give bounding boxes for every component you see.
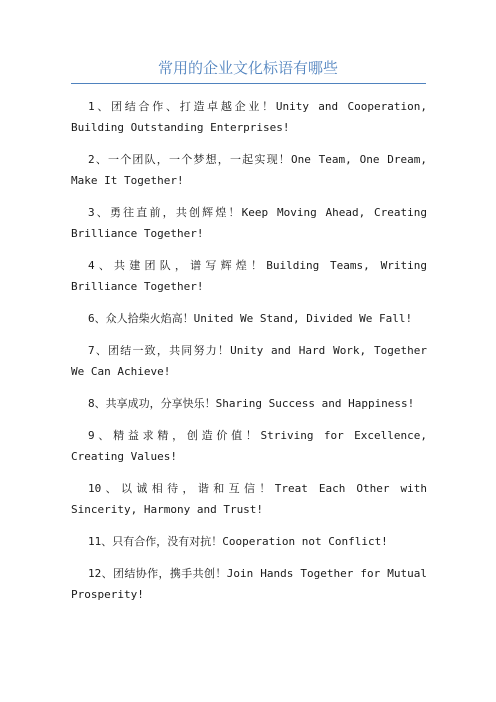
- slogan-item: 12、团结协作，携手共创！Join Hands Together for Mutual Prosperity!: [71, 567, 427, 601]
- slogan-list: [71, 96, 427, 616]
- slogan-item: 3、勇往直前，共创辉煌！Keep Moving Ahead, Creating Brilliance Together!: [71, 206, 427, 240]
- document-title: 常用的企业文化标语有哪些: [157, 59, 338, 77]
- slogan-item: 1、团结合作、打造卓越企业！Unity and Cooperation, Building Outstanding Enterprises!: [71, 100, 427, 134]
- title-divider: [71, 83, 426, 84]
- slogan-item: 6、众人拾柴火焰高！United We Stand, Divided We Fall!: [88, 312, 413, 325]
- slogan-item: 9、精益求精，创造价值！Striving for Excellence, Creating Values!: [71, 429, 427, 463]
- slogan-item: 11、只有合作，没有对抗！Cooperation not Conflict!: [88, 535, 388, 548]
- slogan-item: 7、团结一致，共同努力！Unity and Hard Work, Together We Can Achieve!: [71, 344, 427, 378]
- slogan-item: 10、以诚相待，谐和互信！Treat Each Other with Sincerity, Harmony and Trust!: [71, 482, 427, 516]
- slogan-item: 8、共享成功，分享快乐！Sharing Success and Happiness!: [88, 397, 415, 410]
- slogan-item: 4、共建团队，谱写辉煌！Building Teams, Writing Brilliance Together!: [71, 259, 427, 293]
- slogan-item: 2、一个团队，一个梦想，一起实现！One Team, One Dream, Make It Together!: [71, 153, 427, 187]
